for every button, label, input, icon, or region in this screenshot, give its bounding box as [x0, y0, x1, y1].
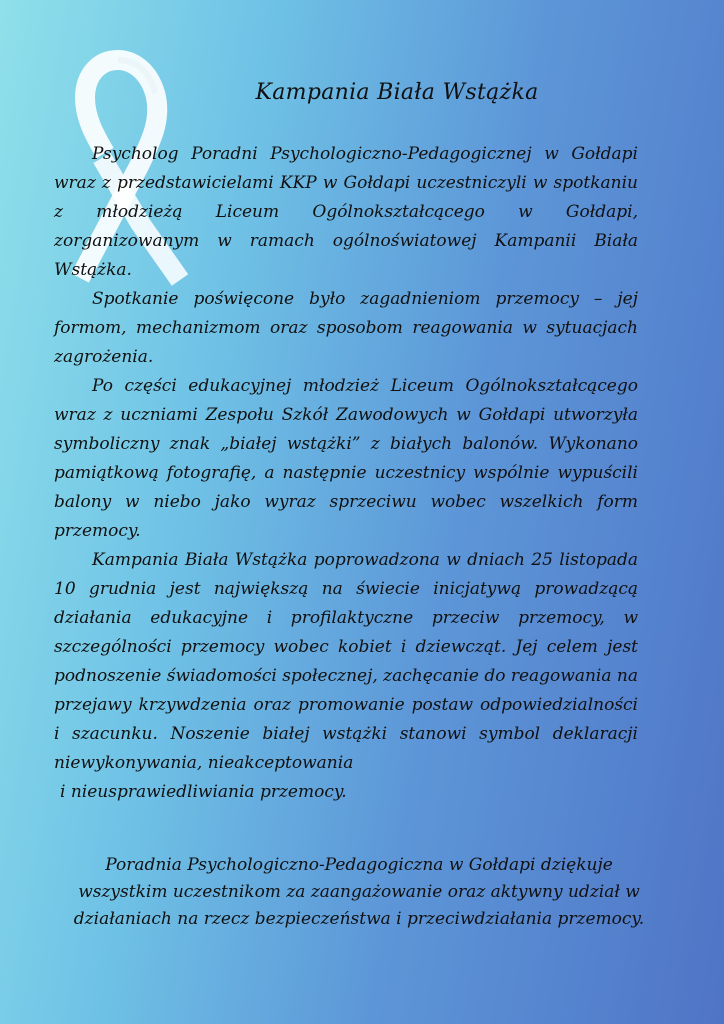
page-title: Kampania Biała Wstążka — [255, 80, 539, 105]
paragraph: Kampania Biała Wstążka poprowadzona w dniach 25 listopada 10 grudnia jest największą na świecie inicjatywą prowadzącą działania edukacyjne i profilaktyczne przeciw przemocy, w szczególności przemocy wobec kobiet i dziewcząt. Jej celem jest podnoszenie świadomości społecznej, zachęcanie do reagowania na przejawy krzywdzenia oraz promowanie postaw odpowiedzialności i szacunku. Noszenie białej wstążki stanowi symbol deklaracji niewykonywania, nieakceptowania — [54, 550, 638, 773]
closing-text: Poradnia Psychologiczno-Pedagogiczna w Gołdapi dziękuje wszystkim uczestnikom za zaangażowanie oraz aktywny udział w działaniach na rzecz bezpieczeństwa i przeciwdziałania przemocy. — [73, 855, 645, 929]
paragraph: Po części edukacyjnej młodzież Liceum Ogólnokształcącego wraz z uczniami Zespołu Szkół Zawodowych w Gołdapi utworzyła symboliczny znak „białej wstążki” z białych balonów. Wykonano pamiątkową fotografię, a następnie uczestnicy wspólnie wypuścili balony w niebo jako wyraz sprzeciwu wobec wszelkich form przemocy. — [54, 376, 638, 541]
document-body — [54, 140, 638, 807]
paragraph: Spotkanie poświęcone było zagadnieniom przemocy – jej formom, mechanizmom oraz sposobom reagowania w sytuacjach zagrożenia. — [54, 289, 638, 367]
closing-note — [64, 852, 654, 933]
paragraph: Psycholog Poradni Psychologiczno-Pedagogicznej w Gołdapi wraz z przedstawicielami KKP w Gołdapi uczestniczyli w spotkaniu z młodzieżą Liceum Ogólnokształcącego w Gołdapi, zorganizowanym w ramach ogólnoświatowej Kampanii Biała Wstążka. — [54, 144, 638, 280]
paragraph: i nieusprawiedliwiania przemocy. — [60, 782, 347, 802]
